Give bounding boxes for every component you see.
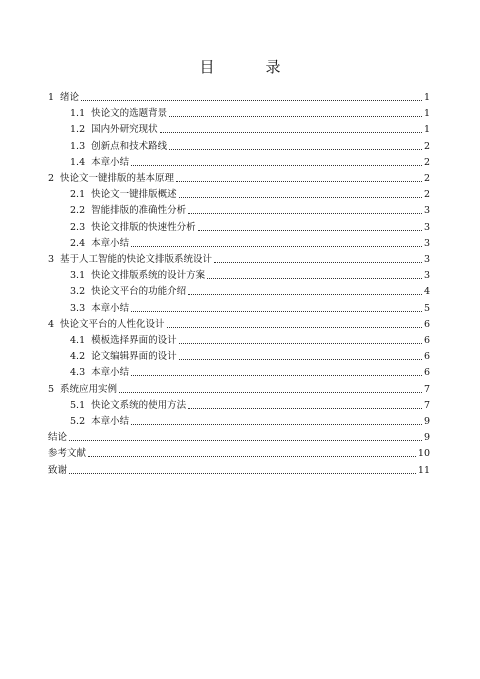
toc-dot-leader — [179, 342, 422, 344]
toc-entry-number: 2 — [48, 173, 55, 184]
toc-entry-label — [48, 465, 67, 477]
toc-entry-label — [70, 286, 186, 298]
toc-entry-number: 5 — [48, 383, 55, 395]
toc-entry[interactable] — [70, 412, 430, 428]
toc-dot-leader — [214, 261, 422, 263]
toc-entry[interactable] — [70, 266, 430, 282]
toc-dot-leader — [188, 407, 422, 409]
toc-entry[interactable] — [70, 104, 430, 120]
toc-entry-number: 5.2 — [70, 416, 86, 427]
toc-entry-text: 快论文平台的人性化设计 — [60, 318, 165, 330]
toc-entry-label — [48, 92, 79, 104]
toc-entry-label — [48, 319, 165, 331]
toc-entry-label — [48, 173, 174, 185]
toc-entry[interactable] — [70, 299, 430, 315]
toc-entry-page: 3 — [423, 270, 430, 282]
toc-entry-label — [48, 384, 117, 396]
toc-entry-page: 6 — [423, 367, 430, 379]
toc-dot-leader — [81, 99, 422, 101]
toc-entry-label — [70, 238, 129, 250]
toc-dot-leader — [131, 310, 422, 312]
toc-dot-leader — [176, 180, 422, 182]
toc-entry[interactable] — [48, 315, 430, 331]
toc-entry-label — [48, 432, 67, 444]
toc-entry-page: 6 — [423, 335, 430, 346]
toc-entry[interactable] — [70, 363, 430, 379]
toc-entry-number: 3.3 — [70, 302, 86, 314]
toc-entry-page: 1 — [423, 124, 430, 136]
toc-entry-page: 6 — [423, 351, 430, 363]
toc-entry-text: 基于人工智能的快论文排版系统设计 — [60, 254, 213, 265]
toc-entry-text: 国内外研究现状 — [91, 124, 158, 136]
toc-entry-page: 6 — [423, 318, 430, 330]
toc-entry-number: 1 — [48, 92, 55, 103]
toc-entry-text: 创新点和技术路线 — [91, 140, 168, 152]
toc-dot-leader — [160, 131, 422, 133]
toc-entry-text: 快论文一键排版的基本原理 — [60, 173, 175, 184]
toc-entry-label — [70, 270, 205, 282]
toc-dot-leader — [179, 358, 422, 360]
toc-entry-page: 2 — [423, 189, 430, 201]
toc-entry-text: 参考文献 — [48, 448, 87, 460]
toc-entry-label — [70, 108, 167, 120]
toc-entry[interactable] — [70, 120, 430, 136]
toc-entry[interactable] — [70, 201, 430, 217]
toc-entry-label — [70, 205, 186, 217]
toc-entry-page: 3 — [423, 221, 430, 233]
toc-entry[interactable] — [48, 380, 430, 396]
toc-entry-text: 论文编辑界面的设计 — [91, 351, 177, 363]
toc-dot-leader — [188, 212, 422, 214]
toc-dot-leader — [169, 115, 422, 117]
toc-entry-page: 1 — [423, 108, 430, 120]
toc-dot-leader — [69, 472, 416, 474]
toc-entry-page: 4 — [423, 286, 430, 298]
toc-dot-leader — [131, 164, 422, 166]
toc-entry[interactable] — [48, 88, 430, 104]
toc-entry-page: 2 — [423, 140, 430, 152]
toc-dot-leader — [167, 326, 422, 328]
toc-entry-text: 绪论 — [60, 92, 80, 103]
toc-dot-leader — [88, 455, 416, 457]
toc-entry-page: 3 — [423, 205, 430, 217]
toc-entry-text: 快论文排版系统的设计方案 — [91, 270, 206, 282]
toc-entry-text: 系统应用实例 — [60, 383, 118, 395]
toc-entry-number: 1.1 — [70, 108, 86, 120]
toc-entry-number: 2.4 — [70, 237, 86, 249]
toc-entry-page: 5 — [423, 302, 430, 314]
toc-dot-leader — [69, 439, 422, 441]
toc-entry-label — [70, 141, 167, 153]
toc-entry-label — [70, 416, 129, 428]
toc-entry-label — [70, 222, 196, 234]
toc-entry[interactable] — [70, 218, 430, 234]
toc-entry-number: 5.1 — [70, 399, 86, 411]
toc-entry-text: 快论文平台的功能介绍 — [91, 286, 187, 298]
toc-entry-text: 本章小结 — [91, 237, 130, 249]
toc-entry-page: 9 — [423, 416, 430, 427]
toc-dot-leader — [207, 277, 422, 279]
toc-dot-leader — [179, 196, 422, 198]
toc-entry[interactable] — [70, 137, 430, 153]
toc-dot-leader — [131, 423, 422, 425]
toc-dot-leader — [169, 148, 422, 150]
toc-entry-text: 快论文系统的使用方法 — [91, 399, 187, 411]
toc-dot-leader — [131, 245, 422, 247]
toc-entry-page: 9 — [423, 432, 430, 444]
toc-entry[interactable] — [48, 444, 430, 460]
toc-entry-number: 2.2 — [70, 205, 86, 217]
toc-dot-leader — [131, 374, 422, 376]
toc-entry-label — [48, 254, 212, 266]
toc-entry-label — [70, 351, 177, 363]
toc-entry-number: 2.3 — [70, 221, 86, 233]
toc-entry[interactable] — [70, 153, 430, 169]
toc-entry[interactable] — [70, 185, 430, 201]
toc-entry-text: 快论文一键排版概述 — [91, 189, 177, 201]
toc-entry-number: 2.1 — [70, 189, 86, 201]
toc-entry[interactable] — [70, 396, 430, 412]
toc-entry-label — [70, 400, 186, 412]
toc-entry-text: 本章小结 — [91, 367, 130, 379]
toc-entry-number: 1.4 — [70, 156, 86, 168]
toc-dot-leader — [119, 391, 422, 393]
toc-entry[interactable] — [48, 250, 430, 266]
toc-entry-number: 4.2 — [70, 351, 86, 363]
toc-entry-label — [70, 367, 129, 379]
toc-entry-page: 1 — [423, 92, 430, 103]
toc-entry[interactable] — [48, 461, 430, 477]
toc-entry-text: 本章小结 — [91, 416, 130, 427]
toc-entry-label — [48, 448, 86, 460]
toc-entry-page: 10 — [417, 448, 430, 460]
toc-entry-page: 7 — [423, 399, 430, 411]
toc-entry-text: 快论文排版的快速性分析 — [91, 221, 196, 233]
toc-entry-number: 3.1 — [70, 270, 86, 282]
toc-entry-page: 3 — [423, 237, 430, 249]
toc-entry-page: 7 — [423, 383, 430, 395]
toc-entry-text: 智能排版的准确性分析 — [91, 205, 187, 217]
toc-entry-label — [70, 303, 129, 315]
toc-entry-page: 3 — [423, 254, 430, 265]
toc-entry-text: 本章小结 — [91, 156, 130, 168]
toc-entry-text: 结论 — [48, 432, 68, 444]
toc-entry[interactable] — [48, 169, 430, 185]
toc-entry-number: 1.3 — [70, 140, 86, 152]
toc-entry[interactable] — [70, 347, 430, 363]
toc-entry[interactable] — [70, 282, 430, 298]
toc-entry-text: 本章小结 — [91, 302, 130, 314]
toc-entry-label — [70, 189, 177, 201]
toc-entry-number: 4.1 — [70, 335, 86, 346]
toc-entry-label — [70, 335, 177, 347]
toc-entry-page: 2 — [423, 173, 430, 184]
toc-entry-page: 11 — [417, 464, 430, 476]
toc-entry-number: 3.2 — [70, 286, 86, 298]
toc-entry-text: 模板选择界面的设计 — [91, 335, 177, 346]
toc-entry-number: 3 — [48, 254, 55, 265]
toc-entry-label — [70, 157, 129, 169]
toc-entry[interactable] — [48, 428, 430, 444]
toc-entry[interactable] — [70, 331, 430, 347]
toc-entry-number: 4 — [48, 318, 55, 330]
page-title: 目 录 — [199, 58, 299, 76]
toc-dot-leader — [188, 293, 422, 295]
toc-entry-number: 1.2 — [70, 124, 86, 136]
toc-entry-label — [70, 124, 158, 136]
toc-entry-number: 4.3 — [70, 367, 86, 379]
toc-entry-text: 快论文的选题背景 — [91, 108, 168, 120]
toc-entry-text: 致谢 — [48, 464, 68, 476]
toc-entry[interactable] — [70, 234, 430, 250]
toc-entry-page: 2 — [423, 156, 430, 168]
toc-dot-leader — [198, 229, 422, 231]
